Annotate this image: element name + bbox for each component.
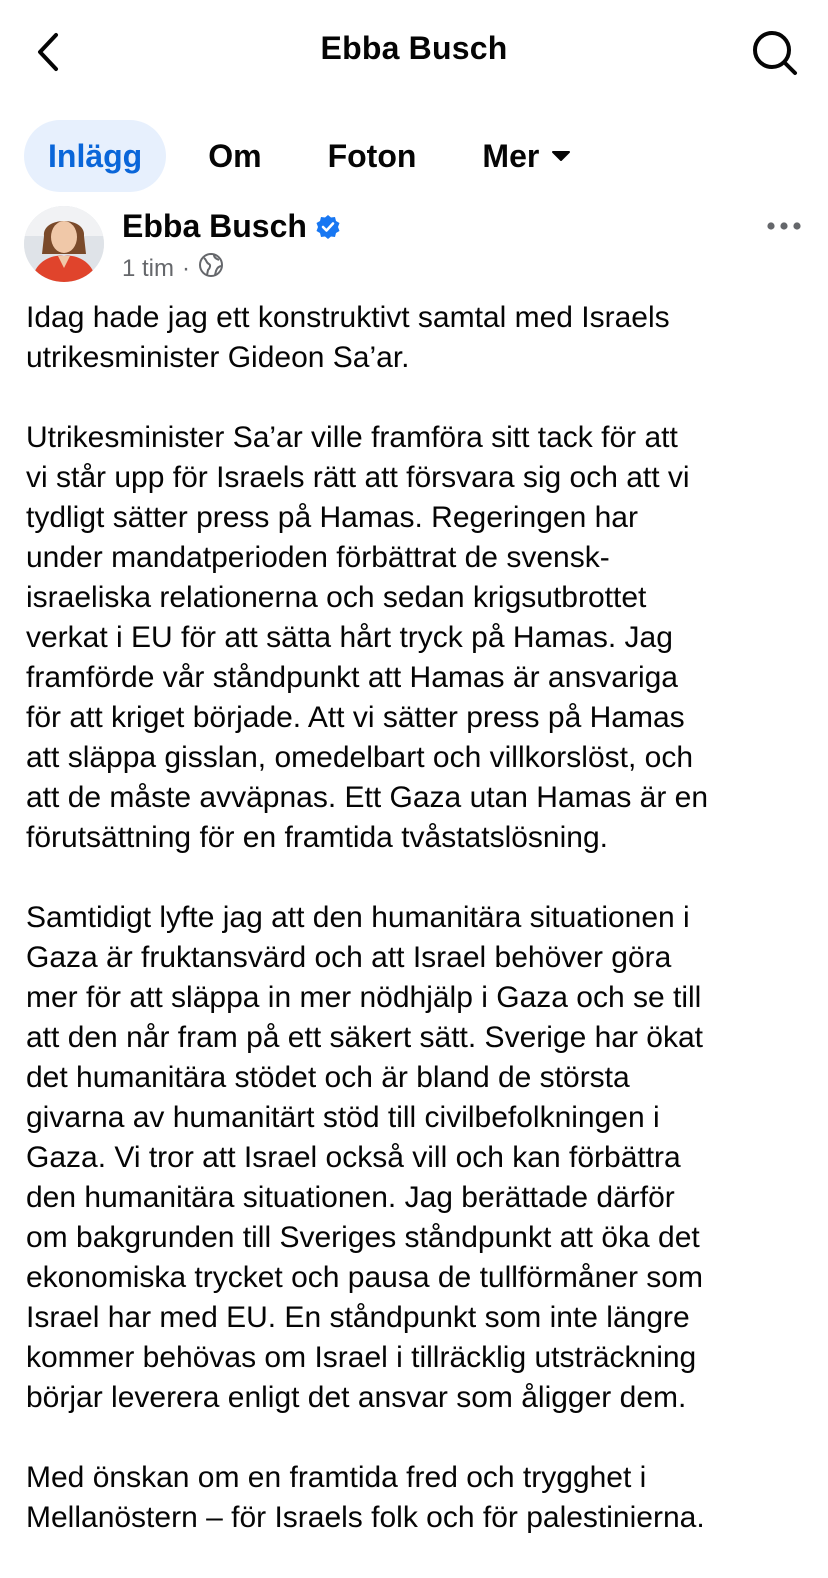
tab-label: Inlägg (48, 137, 143, 174)
profile-tabs (24, 120, 571, 192)
tab-label: Foton (327, 137, 417, 174)
meta-separator: · (182, 254, 191, 282)
post-paragraph: Idag hade jag ett konstruktivt samtal med Israels utrikesminister Gideon Sa’ar. (26, 301, 670, 374)
tab-om[interactable] (208, 120, 261, 192)
post-paragraph: Utrikesminister Sa’ar ville framföra sitt tack för att vi står upp för Israels rätt att försvara sig och att vi tydligt sätter press på Hamas. Regeringen har under mandatperioden förbättrat de svensk- israeliska relationerna och sedan krigsutbrottet verkat i EU för att sätta hårt tryck på Hamas. Jag framförde vår ståndpunkt att Hamas är ansvariga för att kriget började. Att vi sätter press på Hamas att släppa gisslan, omedelbart och villkorslöst, och att de måste avväpnas. Ett Gaza utan Hamas är en förutsättning för en framtida tvåstatslösning. (26, 421, 709, 854)
more-horizontal-icon (766, 221, 802, 231)
more-options-button[interactable] (764, 214, 804, 238)
tab-label: Om (208, 137, 262, 174)
top-bar (0, 0, 828, 104)
author-row (122, 208, 341, 245)
tab-foton[interactable] (328, 120, 417, 192)
tab-inlagg[interactable] (24, 120, 166, 192)
verified-badge-icon (315, 214, 341, 240)
tab-label: Mer (482, 137, 540, 174)
search-icon (751, 29, 799, 77)
post-header (24, 206, 804, 286)
post-meta (122, 252, 224, 285)
globe-icon (198, 252, 224, 285)
tab-mer[interactable] (482, 120, 571, 192)
caret-down-icon (551, 150, 571, 162)
post-paragraph: Samtidigt lyfte jag att den humanitära situationen i Gaza är fruktansvärd och att Israel behöver göra mer för att släppa in mer nödhjälp i Gaza och se till att den når fram på ett säkert sätt. Sverige har ökat det humanitära stödet och är bland de största givarna av humanitärt stöd till civilbefolkningen i Gaza. Vi tror att Israel också vill och kan förbättra den humanitära situationen. Jag berättade därför om bakgrunden till Sveriges ståndpunkt att öka det ekonomiska trycket och pausa de tullförmåner som Israel har med EU. En ståndpunkt som inte längre kommer behövas om Israel i tillräcklig utsträckning börjar leverera enligt det ansvar som åligger dem. (26, 901, 704, 1414)
author-name[interactable]: Ebba Busch (122, 208, 307, 244)
post-text (26, 298, 816, 1578)
page-title: Ebba Busch (320, 30, 508, 66)
avatar[interactable] (24, 206, 104, 282)
post-time[interactable]: 1 tim (122, 254, 175, 282)
post-paragraph: Med önskan om en framtida fred och trygghet i Mellanöstern – för Israels folk och för palestinierna. (26, 1461, 705, 1534)
search-button[interactable] (748, 26, 802, 80)
